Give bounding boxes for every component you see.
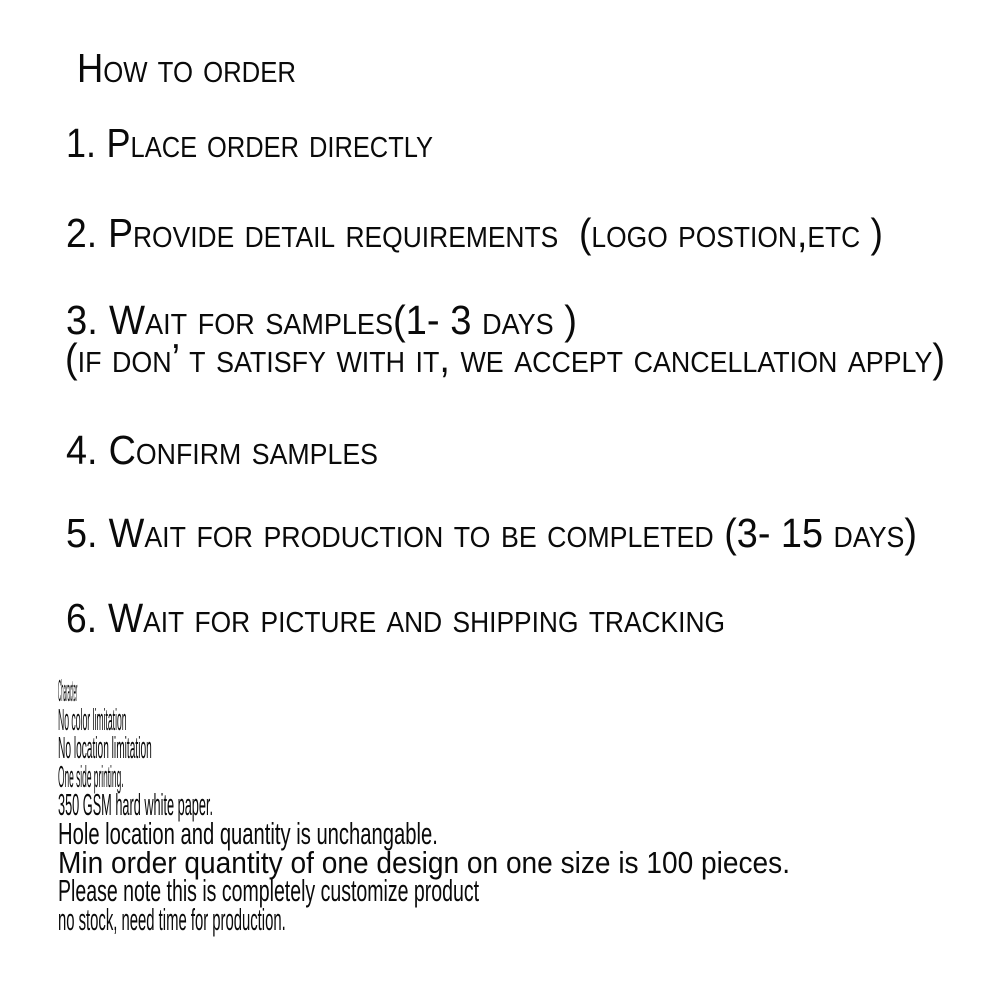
step-6-text: Wait for picture and shipping tracking	[107, 595, 726, 641]
step-4-text: Confirm samples	[108, 427, 378, 473]
step-2-text: Provide detail requirements (logo postion,etc )	[108, 210, 883, 256]
step-1-text: Place order directly	[106, 120, 433, 166]
note-printing: One side printing.	[58, 758, 124, 794]
step-6-number: 6.	[66, 595, 98, 641]
step-6	[66, 595, 726, 641]
step-2-number: 2.	[66, 210, 98, 256]
note-min-order: Min order quantity of one design on one size is 100 pieces.	[58, 844, 790, 880]
step-5	[66, 510, 917, 556]
note-color: No color limitation	[58, 701, 127, 737]
note-location: No location limitation	[58, 730, 152, 766]
step-3-text: Wait for samples(1- 3 days )	[109, 297, 578, 343]
step-4	[66, 427, 378, 473]
step-1-number: 1.	[66, 120, 97, 166]
note-character: Character	[58, 673, 78, 708]
step-1	[66, 120, 433, 166]
note-hole: Hole location and quantity is unchangable.	[58, 815, 438, 851]
step-3-note: (if don’ t satisfy with it, we accept cancellation apply)	[65, 335, 945, 381]
note-customize: Please note this is completely customize product	[58, 873, 480, 909]
note-paper: 350 GSM hard white paper.	[58, 787, 214, 823]
step-2	[66, 210, 883, 256]
note-no-stock: no stock, need time for production.	[58, 901, 286, 937]
step-4-number: 4.	[66, 427, 98, 473]
page-title: How to order	[77, 45, 296, 91]
step-5-number: 5.	[66, 510, 98, 556]
step-3-number: 3.	[66, 297, 98, 343]
product-notes	[58, 673, 866, 937]
step-5-text: Wait for production to be completed (3- 15 days)	[108, 510, 917, 556]
